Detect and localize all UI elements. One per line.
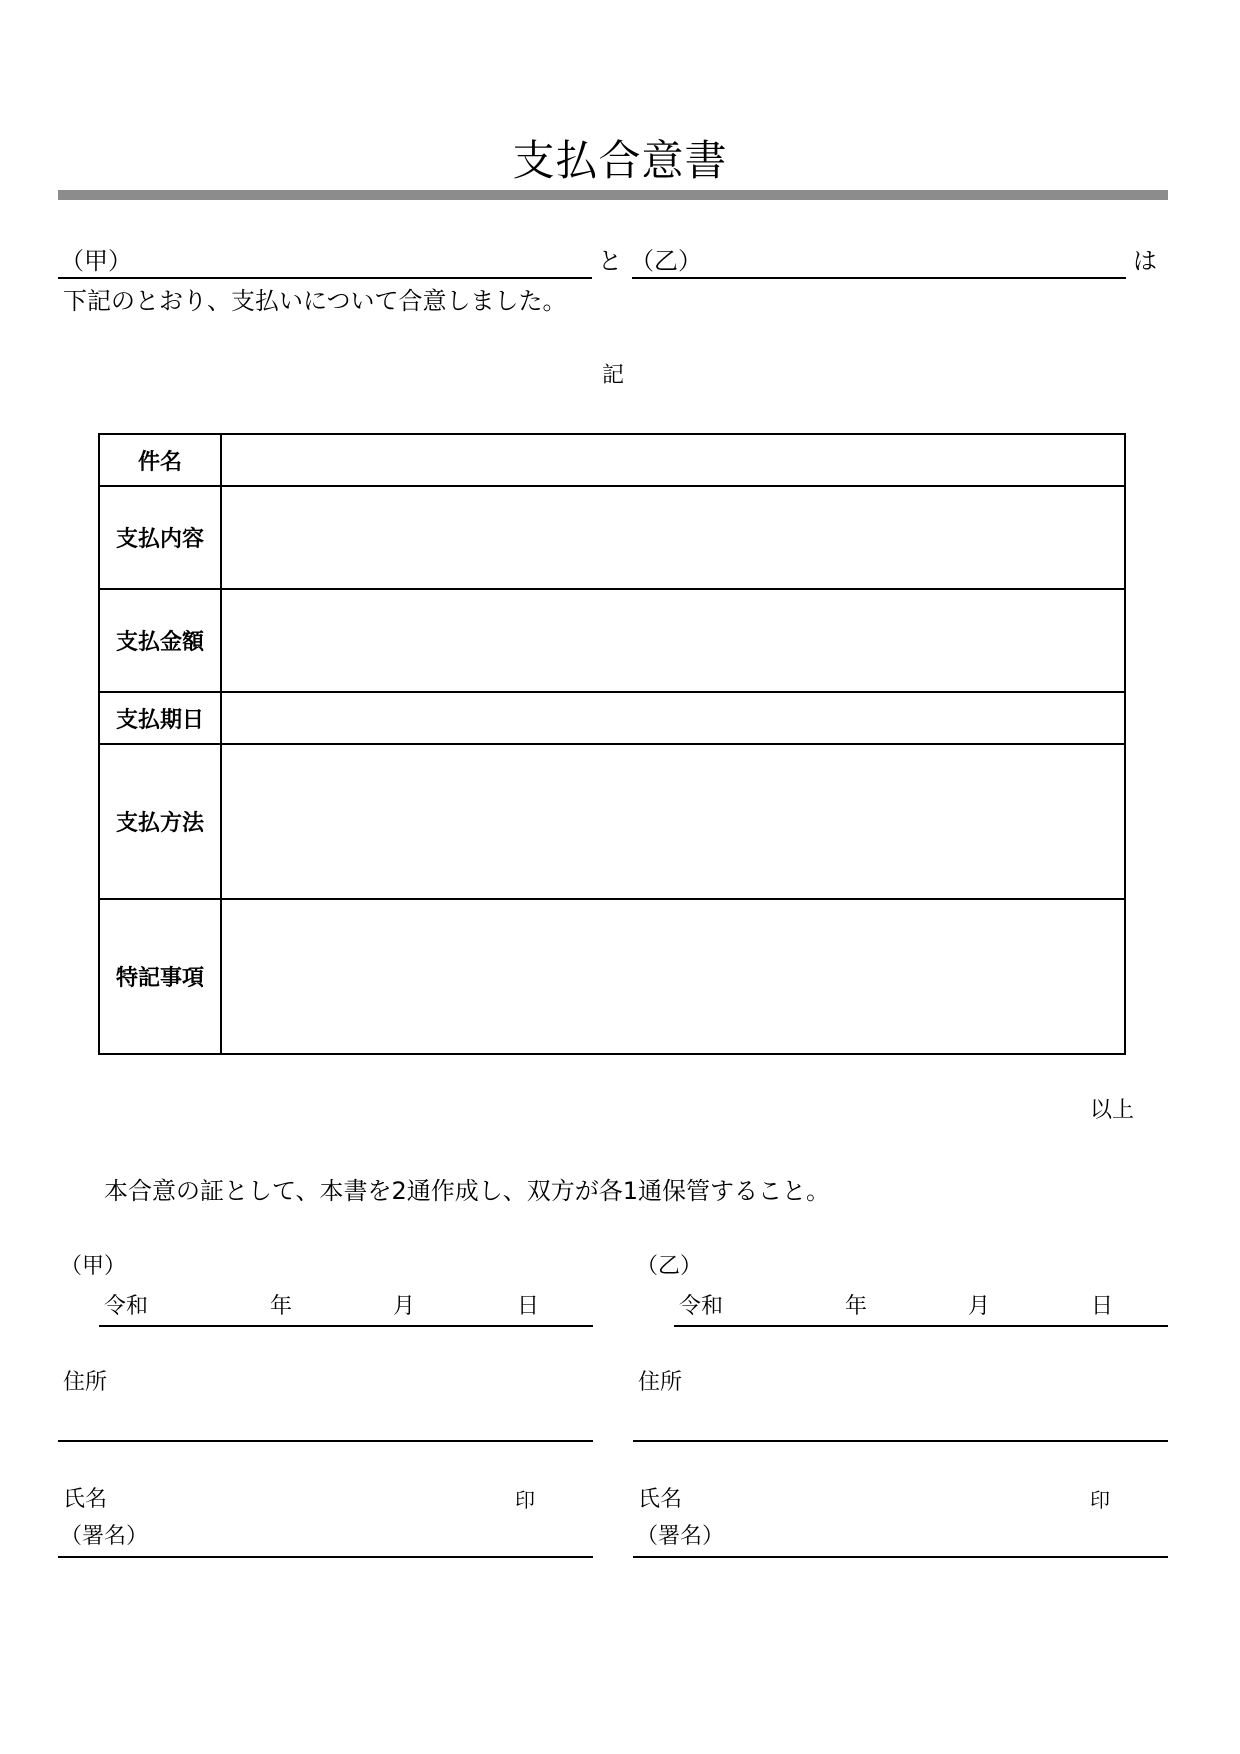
- title-underline-bar: [58, 190, 1168, 200]
- conjunction-to: と: [598, 247, 622, 275]
- label-payment-date: 支払期日: [99, 692, 221, 744]
- sign-b-party-label: （乙）: [636, 1254, 703, 1279]
- party-b-label: （乙）: [630, 247, 702, 275]
- party-a-name-field[interactable]: [58, 277, 592, 279]
- label-payment-content: 支払内容: [99, 486, 221, 589]
- label-payment-amount: 支払金額: [99, 589, 221, 692]
- label-subject: 件名: [99, 434, 221, 486]
- sign-a-day-label: 日: [517, 1294, 540, 1319]
- sign-a-month-label: 月: [393, 1294, 416, 1319]
- label-special-notes: 特記事項: [99, 899, 221, 1054]
- sign-b-address-label: 住所: [638, 1370, 683, 1395]
- ijou-closing-mark: 以上: [1090, 1098, 1135, 1123]
- table-row-special-notes: [99, 899, 1125, 1054]
- sign-b-name-label: 氏名: [638, 1487, 683, 1512]
- party-b-name-field[interactable]: [632, 277, 1126, 279]
- table-row-payment-content: [99, 486, 1125, 589]
- party-a-label: （甲）: [60, 247, 132, 275]
- sign-b-address-field[interactable]: [633, 1440, 1168, 1442]
- closing-statement: 本合意の証として、本書を2通作成し、双方が各1通保管すること。: [104, 1177, 831, 1205]
- sign-a-year-label: 年: [270, 1294, 293, 1319]
- intro-text: 下記のとおり、支払いについて合意しました。: [63, 287, 567, 315]
- sign-b-name-field[interactable]: [633, 1556, 1168, 1558]
- field-payment-date[interactable]: [221, 692, 1125, 744]
- table-row-payment-method: [99, 744, 1125, 899]
- document-title: 支払合意書: [512, 136, 728, 185]
- sign-a-date-field[interactable]: [99, 1325, 593, 1327]
- sign-b-seal-mark: 印: [1090, 1488, 1110, 1512]
- particle-wa: は: [1133, 247, 1157, 275]
- field-payment-content[interactable]: [221, 486, 1125, 589]
- sign-a-address-label: 住所: [63, 1370, 108, 1395]
- field-special-notes[interactable]: [221, 899, 1125, 1054]
- sign-b-era: 令和: [679, 1294, 724, 1319]
- sign-a-era: 令和: [104, 1294, 149, 1319]
- field-subject[interactable]: [221, 434, 1125, 486]
- sign-b-date-field[interactable]: [674, 1325, 1168, 1327]
- table-row-payment-amount: [99, 589, 1125, 692]
- sign-a-signature-note: （署名）: [60, 1524, 149, 1549]
- sign-b-day-label: 日: [1091, 1294, 1114, 1319]
- label-payment-method: 支払方法: [99, 744, 221, 899]
- sign-a-address-field[interactable]: [58, 1440, 593, 1442]
- sign-b-year-label: 年: [845, 1294, 868, 1319]
- sign-b-month-label: 月: [968, 1294, 991, 1319]
- table-row-payment-date: [99, 692, 1125, 744]
- sign-a-name-label: 氏名: [63, 1487, 108, 1512]
- sign-b-signature-note: （署名）: [636, 1524, 725, 1549]
- field-payment-amount[interactable]: [221, 589, 1125, 692]
- sign-a-party-label: （甲）: [60, 1254, 127, 1279]
- sign-a-name-field[interactable]: [58, 1556, 593, 1558]
- field-payment-method[interactable]: [221, 744, 1125, 899]
- agreement-details-table: [98, 433, 1126, 1055]
- table-row-subject: [99, 434, 1125, 486]
- sign-a-seal-mark: 印: [515, 1488, 535, 1512]
- ki-heading: 記: [602, 363, 625, 388]
